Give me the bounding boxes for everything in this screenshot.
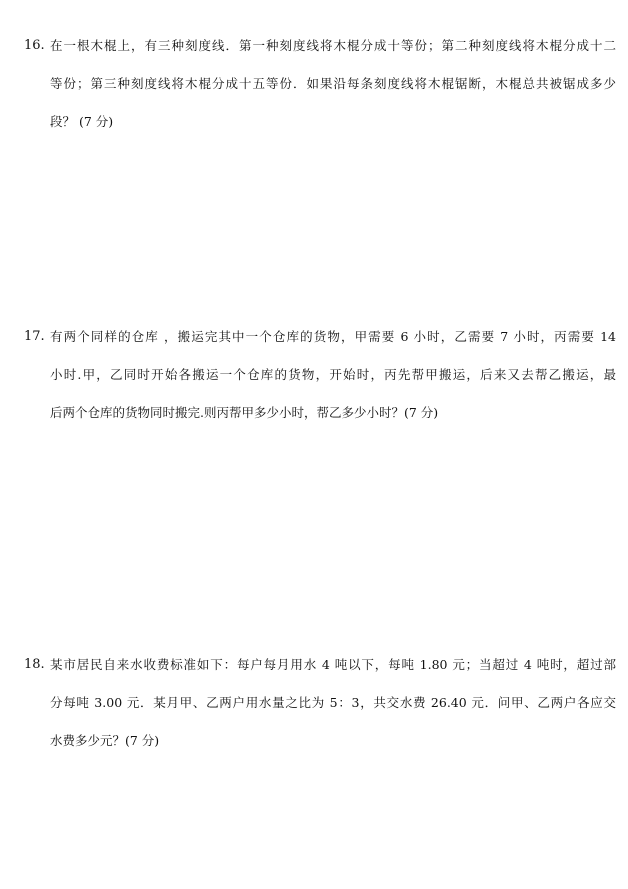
question-number: 18. bbox=[24, 657, 45, 672]
question-text-line: 后两个仓库的货物同时搬完.则丙帮甲多少小时，帮乙多少小时？(7 分) bbox=[50, 405, 439, 420]
question-text-line: 有两个同样的仓库 ，搬运完其中一个仓库的货物，甲需要 6 小时，乙需要 7 小时，丙需要 14 bbox=[50, 329, 616, 344]
question-text-line: 小时.甲，乙同时开始各搬运一个仓库的货物，开始时，丙先帮甲搬运，后来又去帮乙搬运，最 bbox=[50, 367, 616, 382]
question-number: 17. bbox=[24, 329, 45, 344]
question-18 bbox=[24, 646, 624, 760]
question-text-line: 在一根木棍上，有三种刻度线．第一种刻度线将木棍分成十等份；第二种刻度线将木棍分成十二 bbox=[50, 38, 616, 53]
question-number: 16. bbox=[24, 38, 45, 53]
question-text-line: 段？ (7 分) bbox=[50, 114, 114, 129]
question-16 bbox=[24, 27, 624, 141]
question-17 bbox=[24, 318, 624, 432]
question-text-line: 水费多少元？(7 分) bbox=[50, 733, 160, 748]
question-text-line: 分每吨 3.00 元．某月甲、乙两户用水量之比为 5：3，共交水费 26.40 元．问甲、乙两户各应交 bbox=[50, 695, 616, 710]
question-text-line: 某市居民自来水收费标准如下：每户每月用水 4 吨以下，每吨 1.80 元；当超过 4 吨时，超过部 bbox=[50, 657, 616, 672]
question-text-line: 等份；第三种刻度线将木棍分成十五等份．如果沿每条刻度线将木棍锯断，木棍总共被锯成多少 bbox=[50, 76, 616, 91]
